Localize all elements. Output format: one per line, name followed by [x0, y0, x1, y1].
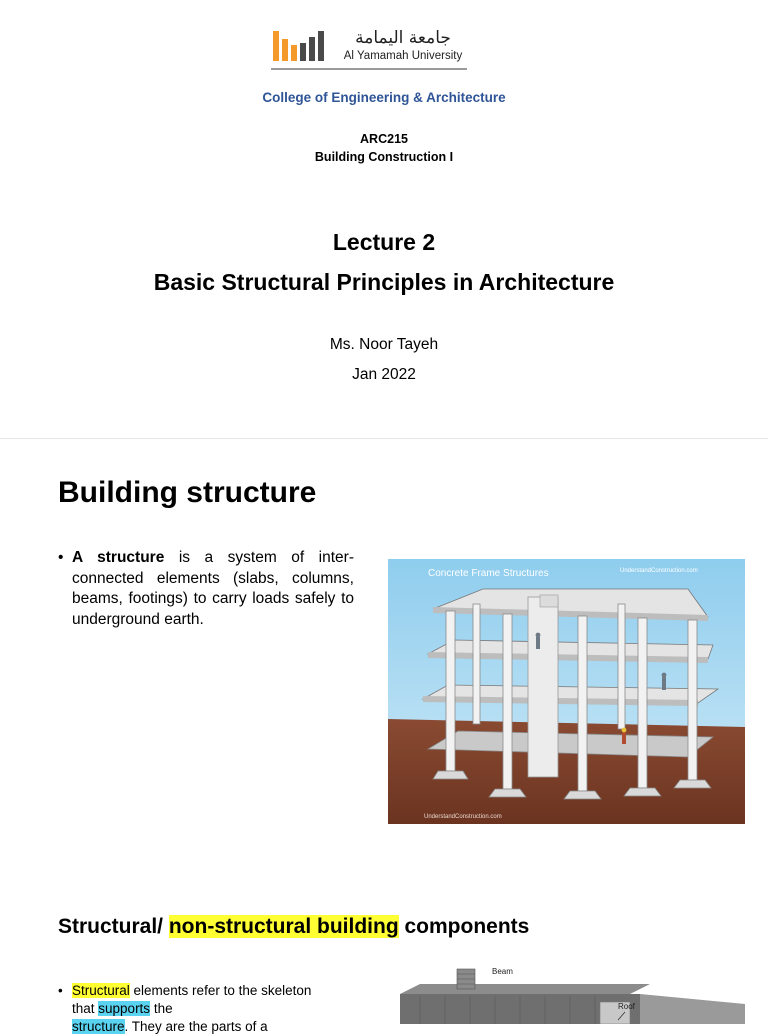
figure-watermark-top: UnderstandConstruction.com: [620, 568, 698, 574]
bullet-text: [72, 982, 318, 1036]
university-arabic-name: جامعة اليمامة: [355, 28, 451, 48]
bullet-bold-term: A structure: [72, 549, 165, 566]
heading-part-a: Structural/: [58, 915, 169, 938]
bullet-body: is a system of inter-connected elements (slabs, columns, beams, footings) to carry loads safely to underground earth.: [72, 549, 354, 628]
course-code: ARC215: [360, 132, 408, 146]
components-heading: [58, 915, 529, 939]
lecture-title: Basic Structural Principles in Architecture: [153, 269, 615, 295]
building-components-illustration: [400, 964, 745, 1024]
highlight-structure: structure: [72, 1019, 125, 1034]
bullet-part-3: . They are the parts of a: [124, 1019, 268, 1034]
logo-bars-icon: [273, 31, 329, 61]
label-roof: Roof: [618, 1002, 635, 1011]
concrete-frame-illustration: [388, 559, 745, 824]
label-beam: Beam: [492, 967, 513, 976]
bullet-text: [72, 548, 354, 630]
university-logo: [271, 28, 467, 72]
college-name: College of Engineering & Architecture: [262, 90, 506, 105]
bullet-part-1: elements refer to the skeleton that: [72, 983, 312, 1016]
course-name: Building Construction I: [314, 150, 454, 164]
heading-part-b: components: [398, 915, 530, 938]
heading-highlight: non-structural building: [168, 915, 399, 938]
author-name: Ms. Noor Tayeh: [329, 336, 439, 353]
lecture-number: Lecture 2: [332, 229, 436, 255]
slide-heading: Building structure: [58, 476, 317, 509]
university-name: Al Yamamah University: [343, 50, 463, 62]
bullet-dot: •: [58, 983, 63, 998]
bullet-dot: •: [58, 549, 64, 566]
figure-watermark-bottom: UnderstandConstruction.com: [424, 814, 502, 820]
figure-title: Concrete Frame Structures: [428, 568, 549, 579]
building-components-figure: [400, 964, 745, 1024]
highlight-supports: supports: [98, 1001, 151, 1016]
highlight-structural: Structural: [72, 983, 130, 998]
slide-separator: [0, 438, 768, 439]
lecture-date: Jan 2022: [352, 366, 416, 383]
logo-divider: [271, 68, 467, 70]
concrete-frame-figure: [388, 559, 745, 824]
bullet-part-2: the: [150, 1001, 173, 1016]
